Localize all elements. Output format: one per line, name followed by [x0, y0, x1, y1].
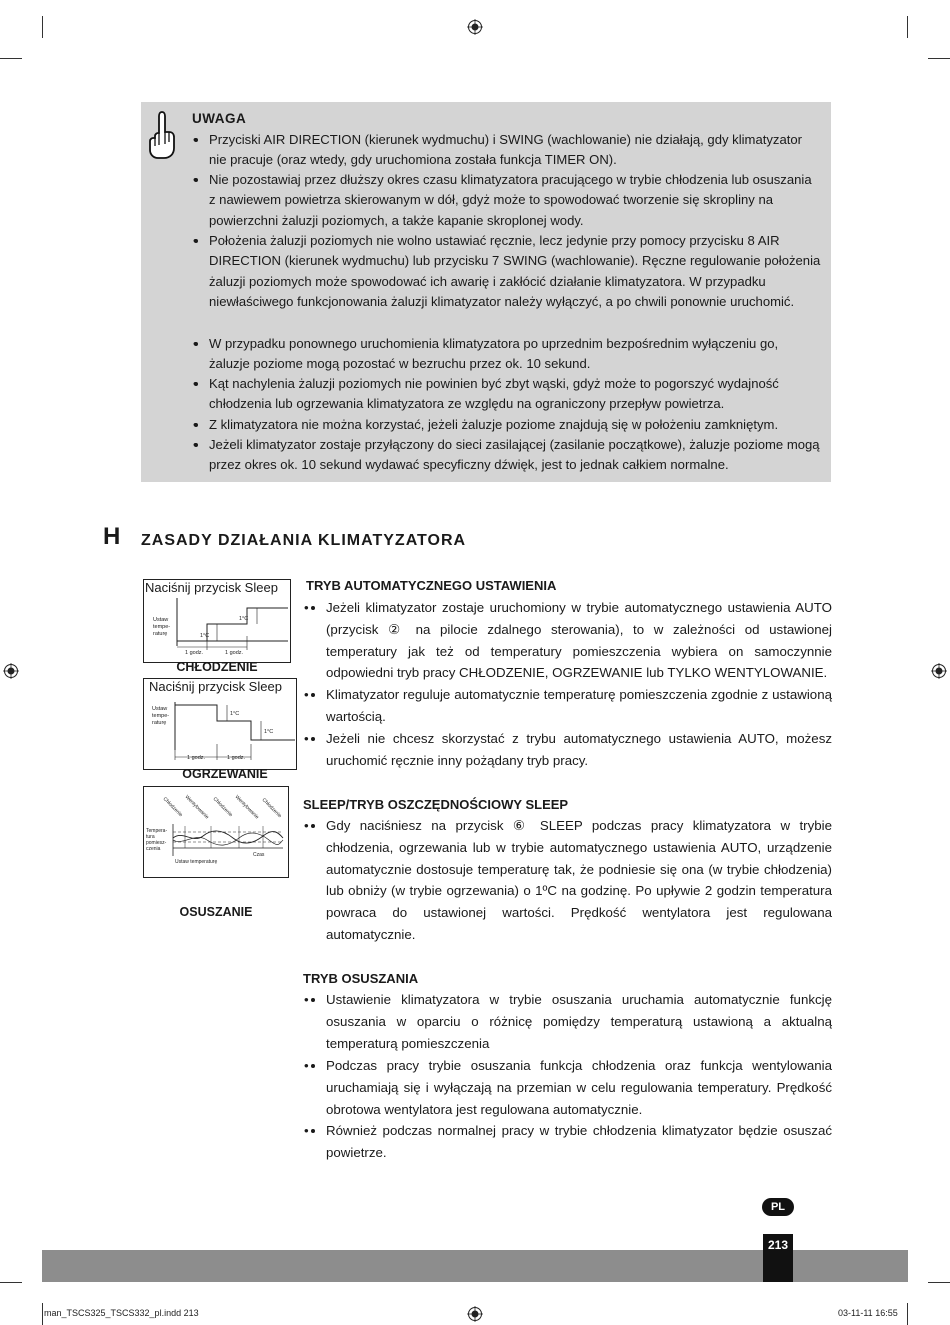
footer-timestamp: 03-11-11 16:55	[838, 1308, 898, 1318]
note-title: UWAGA	[192, 111, 247, 126]
note-item: • • Z klimatyzatora nie można korzystać, jeżeli żaluzje poziome znajdują się w położeniu zamkniętym.	[209, 415, 821, 435]
drying-item: • • Również podczas normalnej pracy w trybie chłodzenia klimatyzator będzie osuszać powietrze.	[326, 1120, 832, 1164]
heating-graph	[143, 696, 297, 768]
drying-ylabel: tura	[146, 834, 155, 840]
heating-time: 1 godz.	[227, 755, 246, 761]
section-title: ZASADY DZIAŁANIA KLIMATYZATORA	[141, 532, 467, 549]
drying-mode-label: Chłodzenie	[260, 797, 283, 820]
heating-ylabel: Ustaw	[152, 706, 168, 712]
registration-mark-icon	[931, 663, 947, 679]
crop-mark	[907, 1303, 908, 1325]
registration-mark-icon	[467, 19, 483, 35]
drying-mode-label: Chłodzenie	[211, 796, 234, 819]
cooling-time: 1 godz.	[225, 650, 244, 656]
heating-ylabel: raturę	[152, 720, 167, 726]
drying-title: TRYB OSUSZANIA	[303, 971, 419, 986]
cooling-ylabel: Ustaw	[153, 617, 169, 623]
crop-mark	[42, 16, 43, 38]
drying-xlabel: Czas	[253, 852, 265, 858]
drying-ylabel: Tempera-	[146, 828, 168, 834]
registration-mark-icon	[467, 1306, 483, 1322]
drying-graph	[143, 786, 289, 878]
crop-mark	[928, 58, 950, 59]
drying-item: • • Podczas pracy trybie osuszania funkcja chłodzenia oraz funkcja wentylowania uruchamiają się i wyłączają na przemian w celu regulowania temperatury. Prędkość obrotowa wentylatora jest regulowana automatycznie.	[326, 1055, 832, 1120]
cooling-figure-header: Naciśnij przycisk Sleep	[145, 580, 278, 595]
note-item: • • Kąt nachylenia żaluzji poziomych nie powinien być zbyt wąski, gdyż może to pogorszyć wydajność chłodzenia lub ogrzewania klimatyzatora ze względu na ograniczony przepływ powietrza.	[209, 374, 821, 415]
heating-figure-header: Naciśnij przycisk Sleep	[149, 679, 282, 694]
heating-time: 1 godz.	[187, 755, 206, 761]
heating-caption: OGRZEWANIE	[182, 767, 268, 781]
note-item: • • Jeżeli klimatyzator zostaje przyłączony do sieci zasilającej (zasilanie początkowe), żaluzje poziome mogą przez okres ok. 10 sekund wydawać specyficzny dźwięk, jest to jednak całkiem normalne.	[209, 435, 821, 476]
heating-step: 1°C	[230, 711, 240, 717]
language-badge: PL	[762, 1198, 794, 1216]
drying-caption: OSUSZANIE	[179, 905, 253, 919]
footer-filename: man_TSCS325_TSCS332_pl.indd 213	[44, 1308, 199, 1318]
drying-item: • • Ustawienie klimatyzatora w trybie osuszania uruchamia automatycznie funkcję osuszania w oparciu o różnicę pomiędzy temperaturą ustawioną a aktualną temperaturą pomieszczenia	[326, 989, 832, 1054]
crop-mark	[0, 1282, 22, 1283]
heating-step: 1°C	[264, 729, 274, 735]
note-item: • • Nie pozostawiaj przez dłuższy okres czasu klimatyzatora pracującego w trybie chłodzenia lub osuszania z nawiewem powietrza skierowanym w dół, gdyż może to spowodować tworzenie się skropliny na powierzchni żaluzji poziomych, a także kapanie skroplonej wody.	[209, 170, 821, 231]
crop-mark	[42, 1303, 43, 1325]
note-item: • • W przypadku ponownego uruchomienia klimatyzatora po uprzednim bezpośrednim wyłączeniu go, żaluzje poziome mogą pozostać w bezruchu przez ok. 10 sekund.	[209, 334, 821, 375]
sleep-item: • • Gdy naciśniesz na przycisk ⑥ SLEEP podczas pracy klimatyzatora w trybie chłodzenia, ogrzewania lub w trybie automatycznego ustawienia AUTO, urządzenie automatycznie dostosuje temperaturę tak, że podniesie się ona (w trybie chłodzenia) lub obniży (w trybie ogrzewania) o 1ºC na godzinę. Po upływie 2 godzin temperatura powraca do ustawionej wartości. Prędkość wentylatora jest regulowana automatycznie.	[326, 815, 832, 946]
sleep-title: SLEEP/TRYB OSZCZĘDNOŚCIOWY SLEEP	[303, 797, 569, 812]
drying-ylabel: pomiesz-	[146, 840, 167, 846]
section-letter: H	[103, 523, 121, 550]
auto-item: • • Jeżeli klimatyzator zostaje uruchomiony w trybie automatycznego ustawienia AUTO (przycisk ② na pilocie zdalnego sterowania), to w zależności od ustawionej temperatury jak też od temperatury pomieszczenia wybiera on samoczynnie odpowiedni tryb pracy CHŁODZENIE, OGRZEWANIE lub TYLKO WENTYLOWANIE.	[326, 597, 832, 684]
cooling-time: 1 godz.	[185, 650, 204, 656]
crop-mark	[0, 58, 22, 59]
drying-mode-label: Wentylowanie	[233, 794, 260, 821]
auto-item: • • Klimatyzator reguluje automatycznie temperaturę pomieszczenia zgodnie z ustawioną wartością.	[326, 684, 832, 728]
pointing-hand-icon	[145, 108, 179, 160]
cooling-step: 1°C	[239, 616, 249, 622]
cooling-ylabel: raturę	[153, 631, 168, 637]
cooling-ylabel: tempe-	[153, 624, 171, 630]
auto-title: TRYB AUTOMATYCZNEGO USTAWIENIA	[306, 578, 557, 593]
note-item: • • Przyciski AIR DIRECTION (kierunek wydmuchu) i SWING (wachlowanie) nie działają, gdy klimatyzator nie pracuje (oraz wtedy, gdy uruchomiona została funkcja TIMER ON).	[209, 130, 821, 171]
drying-mode-label: Chłodzenie	[161, 796, 184, 819]
cooling-caption: CHŁODZENIE	[176, 660, 258, 674]
auto-item: • • Jeżeli nie chcesz skorzystać z trybu automatycznego ustawienia AUTO, możesz uruchomić ręcznie inny pożądany tryb pracy.	[326, 728, 832, 772]
drying-set-label: Ustaw temperaturę	[175, 859, 218, 865]
note-item: • • Położenia żaluzji poziomych nie wolno ustawiać ręcznie, lecz jedynie przy pomocy przycisku 8 AIR DIRECTION (kierunek wydmuchu) lub przycisku 7 SWING (wachlowanie). Ręczne regulowanie położenia żaluzji poziomych może spowodować ich awarię i zakłócić działanie klimatyzatora. W przypadku niewłaściwego funkcjonowania żaluzji klimatyzator należy wyłączyć, a po chwili ponownie uruchomić.	[209, 231, 821, 312]
heating-ylabel: tempe-	[152, 713, 170, 719]
crop-mark	[907, 16, 908, 38]
crop-mark	[928, 1282, 950, 1283]
drying-mode-label: Wentylowanie	[183, 794, 210, 821]
cooling-graph	[143, 596, 291, 660]
page-number: 213	[763, 1234, 793, 1282]
cooling-step: 1°C	[200, 633, 210, 639]
registration-mark-icon	[3, 663, 19, 679]
drying-ylabel: czenia	[146, 846, 161, 852]
